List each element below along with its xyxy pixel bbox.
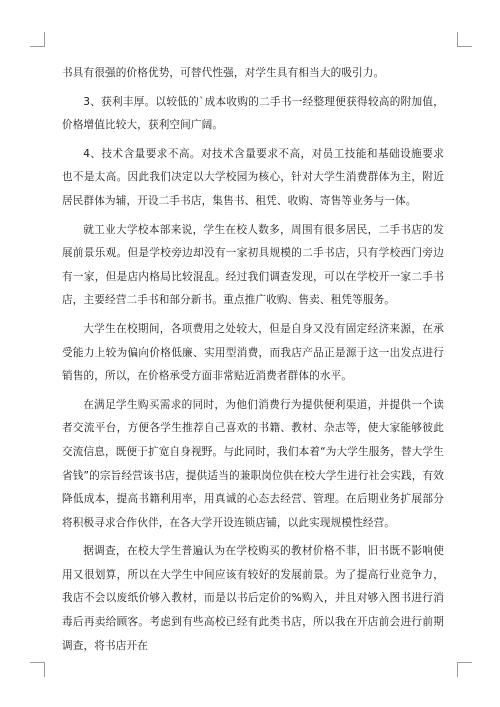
paragraph-consumers: 大学生在校期间，各项费用之处较大，但是自身又没有固定经济来源，在承受能力上较为偏向价格低廉、实用型消费，而我店产品正是源于这一出发点进行销售的，所以，在价格承受方面非常贴近消费者群体的水平。 [62,322,444,383]
paragraph-survey: 据调查，在校大学生普遍认为在学校购买的教材价格不菲，旧书既不影响使用又很划算，所以在大学生中间应该有较好的发展前景。为了提高行业竞争力，我店不会以废纸价够入教材，而是以书后定价的%购入，并且对够入图书进行消毒后再卖给顾客。考虑到有些高校已经有此类书店，所以我在开店前会进行前期调查，将书店开在 [62,545,444,652]
crop-mark-top-left [30,32,45,47]
paragraph-profit: 3、获利丰厚。以较低的`成本收购的二手书一经整理便获得较高的附加值，价格增值比较大，获利空间广阔。 [62,95,444,132]
crop-mark-bottom-right [457,662,472,677]
crop-mark-top-right [457,32,472,47]
paragraph-technology: 4、技术含量要求不高。对技术含量要求不高，对员工技能和基础设施要求也不是太高。因此我们决定以大学校园为核心，针对大学生消费群体为主，附近居民群体为辅，开设二手书店，集售书、租凭、收购、寄售等业务与一体。 [62,147,444,207]
paragraph-market: 就工业大学校本部来说，学生在校人数多，周围有很多居民，二手书店的发展前景乐观。但是学校旁边却没有一家初具规模的二手书店，只有学校西门旁边有一家，但是店内格局比较混乱。经过我们调查发现，可以在学校开一家二手书店，主要经营二手书和部分新书。重点推广收购、售卖、租凭等服务。 [62,223,444,307]
crop-mark-bottom-left [30,662,45,677]
paragraph-services: 在满足学生购买需求的同时，为他们消费行为提供便利渠道，并提供一个读者交流平台，方便各学生推荐自己喜欢的书籍、教材、杂志等，使大家能够彼此交流信息，既便于扩宽自身视野。与此同时，我们本着“为大学生服务，替大学生省钱”的宗旨经营该书店，提供适当的兼职岗位供在校大学生进行社会实践，有效降低成本，提高书籍利用率，用真诚的心态去经营、管理。在后期业务扩展部分将积极寻求合作伙伴，在各大学开设连锁店铺，以此实现规模性经营。 [62,398,444,529]
paragraph-continuation: 书具有很强的价格优势，可替代性强，对学生具有相当大的吸引力。 [62,67,385,79]
document-page [62,62,444,663]
